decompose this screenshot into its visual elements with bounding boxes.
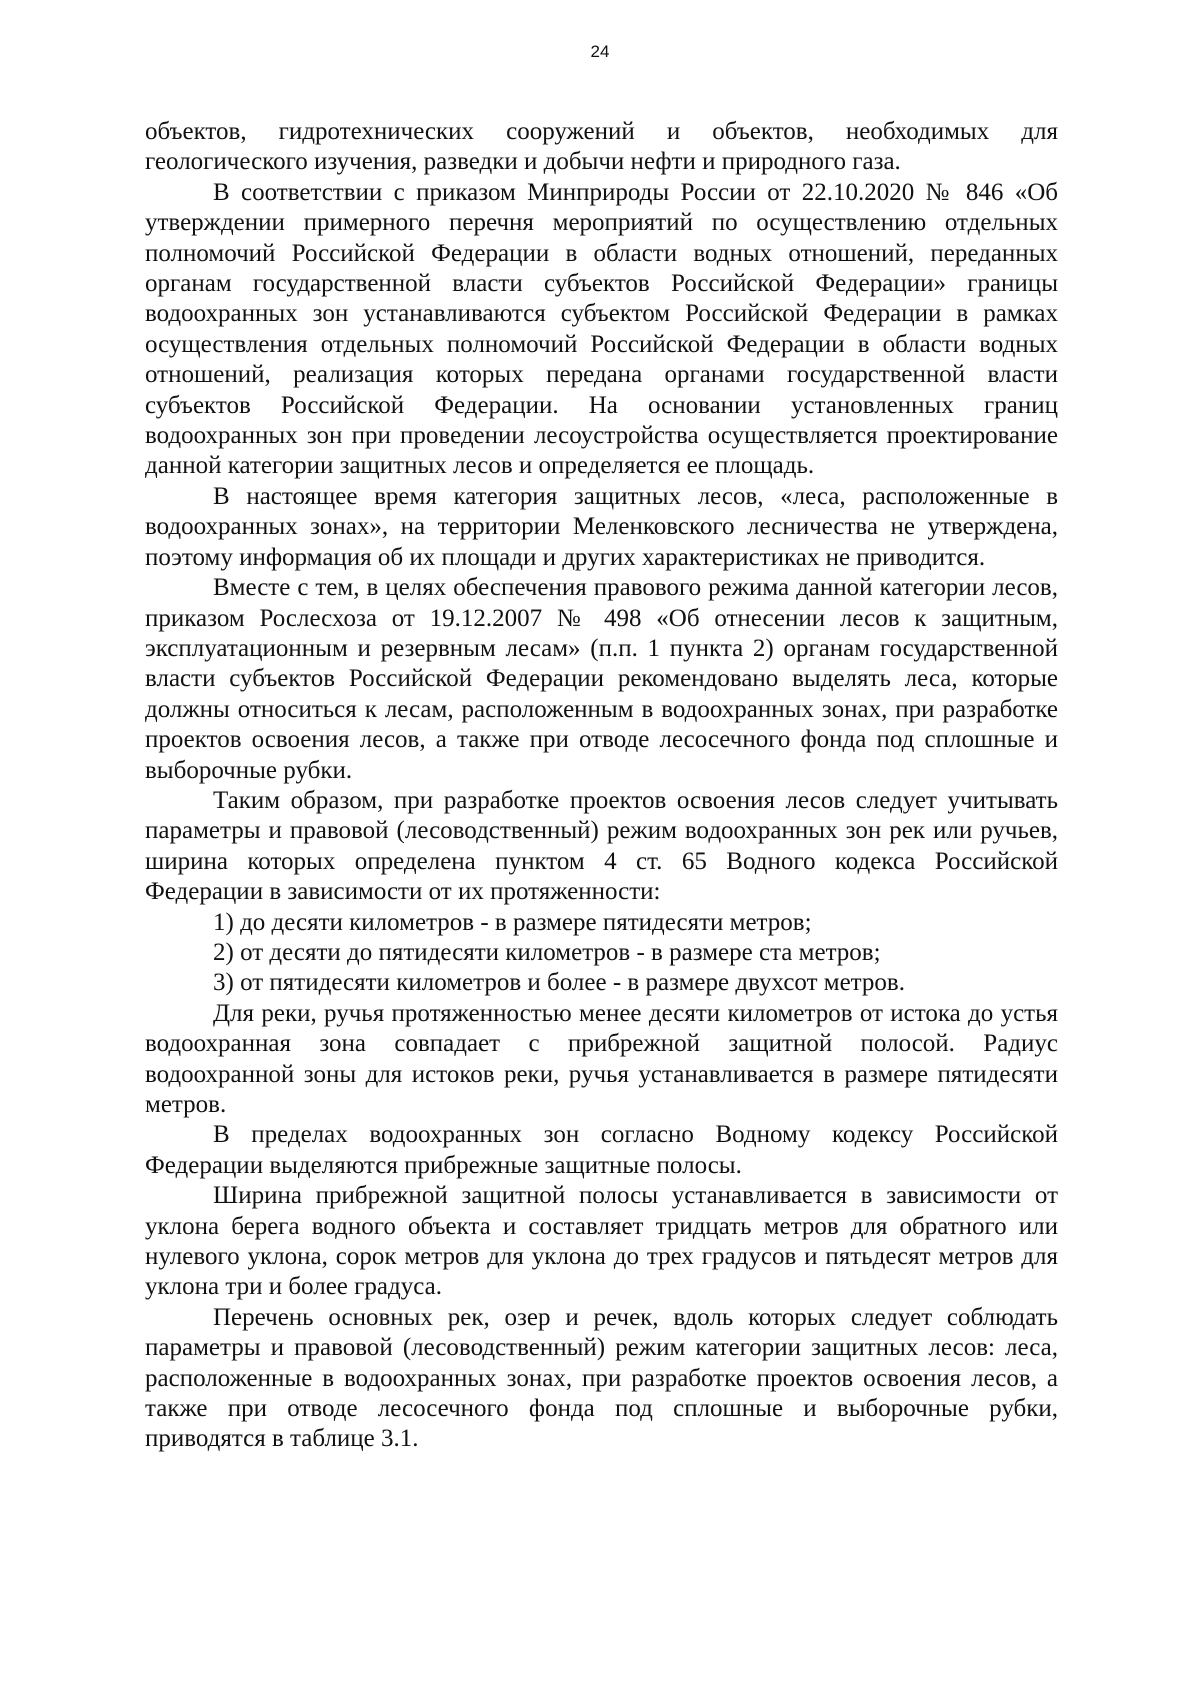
- paragraph-rosleskhoz-order: Вместе с тем, в целях обеспечения правового режима данной категории лесов, приказом Рослесхоза от 19.12.2007 № 498 «Об отнесении лесов к защитным, эксплуатационным и резервным лесам» (п.п. 1 пункта 2) органам государственной власти субъектов Российской Федерации рекомендовано выделять леса, которые должны относиться к лесам, расположенным в водоохранных зонах, при разработке проектов освоения лесов, а также при отводе лесосечного фонда под сплошные и выборочные рубки.: [145, 574, 1058, 784]
- paragraph-water-protection-zones-order: В соответствии с приказом Минприроды России от 22.10.2020 № 846 «Об утверждении примерного перечня мероприятий по осуществлению отдельных полномочий Российской Федерации в области водных отношений, переданных органам государственной власти субъектов Российской Федерации» границы водоохранных зон устанавливаются субъектом Российской Федерации в рамках осуществления отдельных полномочий Российской Федерации в области водных отношений, реализация которых передана органами государственной власти субъектов Российской Федерации. На основании установленных границ водоохранных зон при проведении лесоустройства осуществляется проектирование данной категории защитных лесов и определяется ее площадь.: [145, 178, 1058, 480]
- paragraph-zone-width-rule: Таким образом, при разработке проектов освоения лесов следует учитывать параметры и правовой (лесоводственный) режим водоохранных зон рек или ручьев, ширина которых определена пунктом 4 ст. 65 Водного кодекса Российской Федерации в зависимости от их протяженности:: [145, 786, 1058, 906]
- list-item-up-to-ten-km: 1) до десяти километров - в размере пятидесяти метров;: [213, 908, 812, 936]
- page-number: 24: [590, 42, 610, 61]
- paragraph-strip-width: Ширина прибрежной защитной полосы устанавливается в зависимости от уклона берега водного объекта и составляет тридцать метров для обратного или нулевого уклона, сорок метров для уклона до трех градусов и пятьдесят метров для уклона три и более градуса.: [145, 1182, 1058, 1301]
- paragraph-short-rivers: Для реки, ручья протяженностью менее десяти километров от истока до устья водоохранная зона совпадает с прибрежной защитной полосой. Радиус водоохранной зоны для истоков реки, ручья устанавливается в размере пятидесяти метров.: [145, 999, 1058, 1118]
- paragraph-rivers-list-reference: Перечень основных рек, озер и речек, вдоль которых следует соблюдать параметры и правовой (лесоводственный) режим категории защитных лесов: леса, расположенные в водоохранных зонах, при разработке проектов освоения лесов, а также при отводе лесосечного фонда под сплошные и выборочные рубки, приводятся в таблице 3.1.: [145, 1303, 1058, 1453]
- list-item-fifty-km-and-more: 3) от пятидесяти километров и более - в размере двухсот метров.: [213, 969, 905, 997]
- list-item-ten-to-fifty-km: 2) от десяти до пятидесяти километров - в размере ста метров;: [213, 938, 881, 966]
- paragraph-coastal-strips: В пределах водоохранных зон согласно Водному кодексу Российской Федерации выделяются прибрежные защитные полосы.: [145, 1121, 1058, 1179]
- paragraph-continuation: объектов, гидротехнических сооружений и объектов, необходимых для геологического изучения, разведки и добычи нефти и природного газа.: [145, 118, 1058, 176]
- document-body: [145, 117, 1058, 1455]
- paragraph-category-not-approved: В настоящее время категория защитных лесов, «леса, расположенные в водоохранных зонах», на территории Меленковского лесничества не утверждена, поэтому информация об их площади и других характеристиках не приводится.: [145, 482, 1058, 571]
